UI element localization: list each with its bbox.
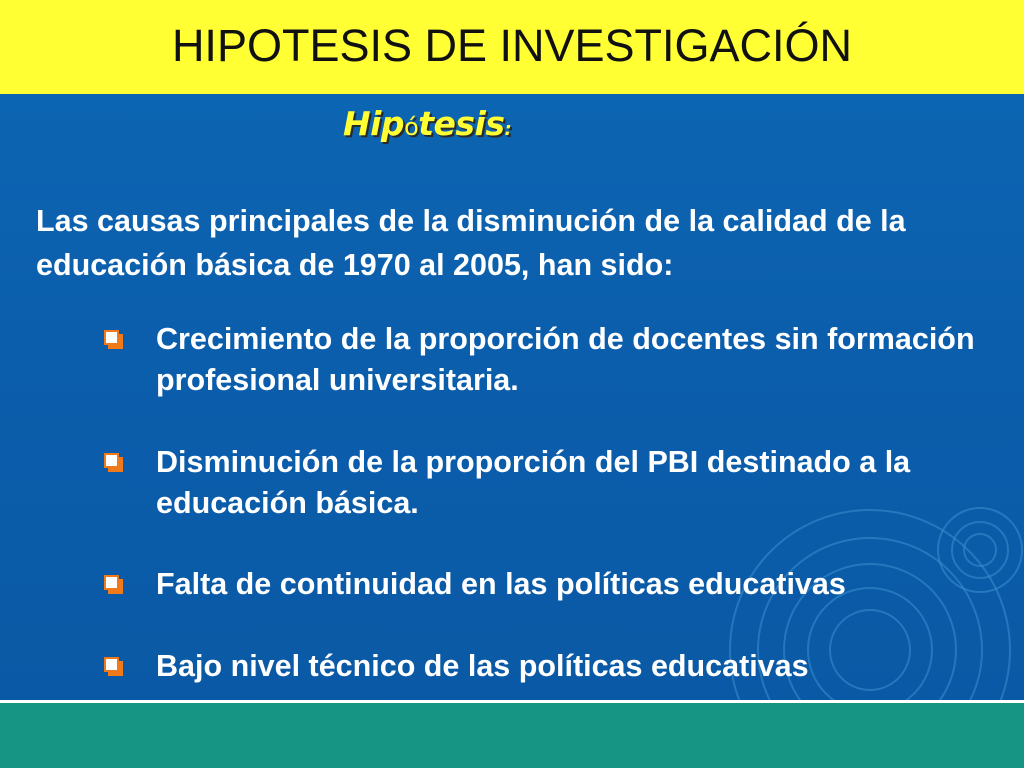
bullet-item [104,646,1014,687]
intro-paragraph: Las causas principales de la disminución de la calidad de la educación básica de 1970 al 2005, han sido: [36,204,906,282]
bullet-text: Falta de continuidad en las políticas educativas [156,567,846,601]
bullet-item [104,564,1014,605]
bullet-item [104,319,1014,401]
bullet-item [104,442,1014,524]
checkbox-bullet-icon [104,330,123,349]
bullet-text: Disminución de la proporción del PBI destinado a la educación básica. [156,445,911,520]
subtitle-pre: Hip [343,104,405,143]
checkbox-bullet-icon [104,657,123,676]
checkbox-bullet-icon [104,453,123,472]
footer-band [0,703,1024,768]
checkbox-bullet-icon [104,575,123,594]
subtitle-accent: ó [404,113,419,141]
bullet-text: Crecimiento de la proporción de docentes sin formación profesional universitaria. [156,322,975,397]
slide-subtitle [343,104,511,143]
subtitle-post: tesis [418,104,505,143]
subtitle-colon: : [504,119,512,140]
bullet-text: Bajo nivel técnico de las políticas educativas [156,649,809,683]
slide-title: HIPOTESIS DE INVESTIGACIÓN [171,20,853,71]
